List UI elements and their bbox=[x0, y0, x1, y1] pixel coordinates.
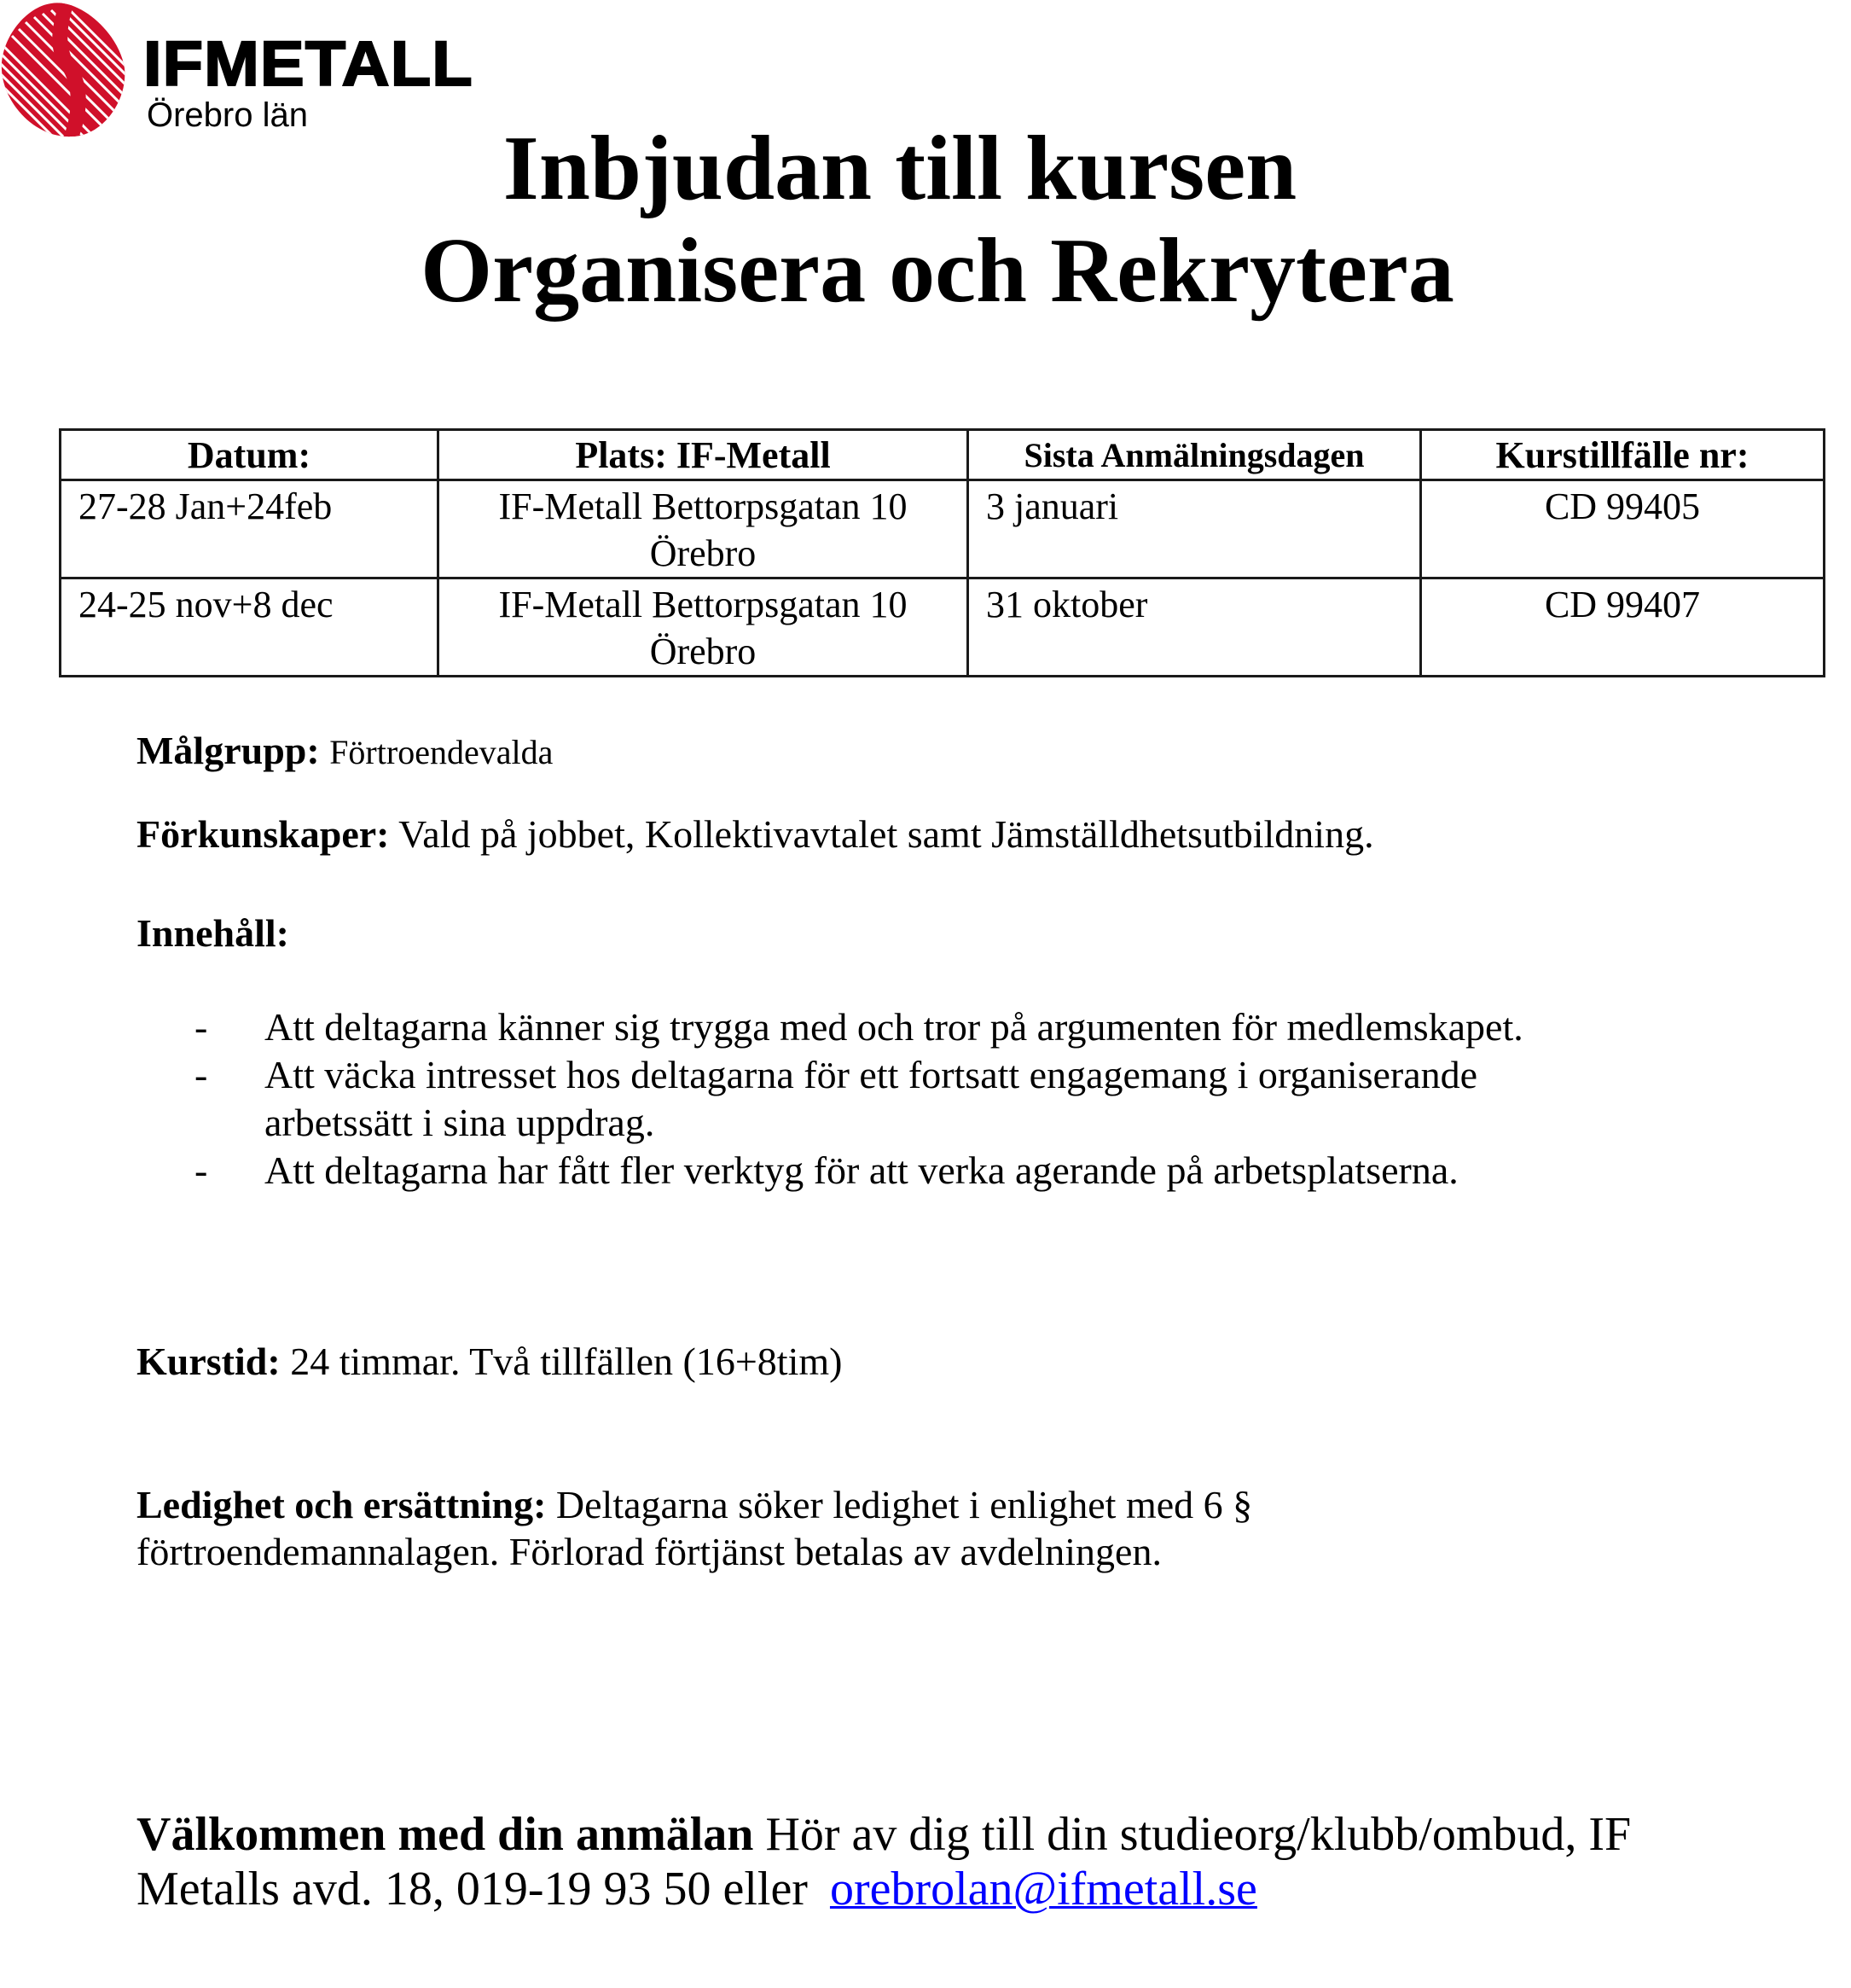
cell-sista: 31 oktober bbox=[968, 578, 1421, 677]
header-plats: Plats: IF-Metall bbox=[438, 430, 968, 480]
ledighet-value-1: Deltagarna söker ledighet i enlighet med 6 § bbox=[555, 1483, 1253, 1526]
innehall-list bbox=[194, 1003, 1730, 1195]
kurstid-label: Kurstid: bbox=[136, 1340, 281, 1383]
ledighet-label: Ledighet och ersättning: bbox=[136, 1483, 547, 1526]
footer-line-2 bbox=[136, 1862, 1757, 1916]
cell-plats-city: Örebro bbox=[649, 532, 757, 574]
header-datum: Datum: bbox=[61, 430, 438, 480]
list-item bbox=[194, 1147, 1730, 1195]
page-title-line-2: Organisera och Rekrytera bbox=[421, 220, 1454, 322]
header-kurstillfalle: Kurstillfälle nr: bbox=[1421, 430, 1825, 480]
bullet-dash: - bbox=[194, 1148, 208, 1192]
cell-sista: 3 januari bbox=[968, 480, 1421, 578]
table-row bbox=[61, 578, 1825, 677]
forkunskaper-value: Vald på jobbet, Kollektivavtalet samt Jämställdhetsutbildning. bbox=[398, 812, 1374, 856]
kurstid-section bbox=[136, 1338, 842, 1385]
cell-plats-address: IF-Metall Bettorpsgatan 10 bbox=[498, 485, 908, 527]
cell-plats bbox=[438, 578, 968, 677]
logo-region: Örebro län bbox=[147, 96, 308, 134]
malgrupp-value: Förtroendevalda bbox=[329, 733, 554, 771]
forkunskaper-label: Förkunskaper: bbox=[136, 812, 390, 856]
cell-nr: CD 99405 bbox=[1421, 480, 1825, 578]
footer-contact-text-1: Hör av dig till din studieorg/klubb/ombud, IF bbox=[765, 1808, 1632, 1861]
email-link[interactable]: orebrolan@ifmetall.se bbox=[829, 1863, 1257, 1915]
course-table bbox=[59, 428, 1825, 677]
footer-line-1 bbox=[136, 1807, 1757, 1862]
table-header-row bbox=[61, 430, 1825, 480]
footer-invitation bbox=[136, 1807, 1757, 1916]
cell-plats-address: IF-Metall Bettorpsgatan 10 bbox=[498, 584, 908, 625]
bullet-dash: - bbox=[194, 1053, 208, 1096]
ledighet-line-1 bbox=[136, 1481, 1757, 1528]
cell-datum: 27-28 Jan+24feb bbox=[61, 480, 438, 578]
table-row bbox=[61, 480, 1825, 578]
logo-wordmark: IFMETALL bbox=[143, 28, 473, 99]
list-item-text: Att väcka intresset hos deltagarna för ett fortsatt engagemang i organiserande arbetssätt i sina uppdrag. bbox=[264, 1053, 1478, 1144]
cell-nr: CD 99407 bbox=[1421, 578, 1825, 677]
list-item bbox=[194, 1003, 1730, 1051]
bullet-dash: - bbox=[194, 1005, 208, 1049]
cell-plats bbox=[438, 480, 968, 578]
list-item-text: Att deltagarna har fått fler verktyg för att verka agerande på arbetsplatserna. bbox=[264, 1148, 1459, 1192]
footer-contact-text-2: Metalls avd. 18, 019-19 93 50 eller bbox=[136, 1863, 808, 1915]
list-item-text: Att deltagarna känner sig trygga med och tror på argumenten för medlemskapet. bbox=[264, 1005, 1523, 1049]
malgrupp-label: Målgrupp: bbox=[136, 729, 320, 772]
page-title-line-1: Inbjudan till kursen bbox=[502, 118, 1297, 219]
ledighet-value-2: förtroendemannalagen. Förlorad förtjänst betalas av avdelningen. bbox=[136, 1530, 1162, 1573]
innehall-section bbox=[136, 910, 289, 956]
cell-plats-city: Örebro bbox=[649, 631, 757, 672]
malgrupp-section bbox=[136, 727, 553, 776]
ledighet-section bbox=[136, 1481, 1757, 1575]
header-sista-anmalningsdagen: Sista Anmälningsdagen bbox=[968, 430, 1421, 480]
cell-datum: 24-25 nov+8 dec bbox=[61, 578, 438, 677]
innehall-label: Innehåll: bbox=[136, 911, 289, 955]
list-item bbox=[194, 1051, 1595, 1147]
footer-welcome: Välkommen med din anmälan bbox=[136, 1808, 754, 1861]
forkunskaper-section bbox=[136, 811, 1374, 857]
kurstid-value: 24 timmar. Två tillfällen (16+8tim) bbox=[290, 1340, 843, 1383]
